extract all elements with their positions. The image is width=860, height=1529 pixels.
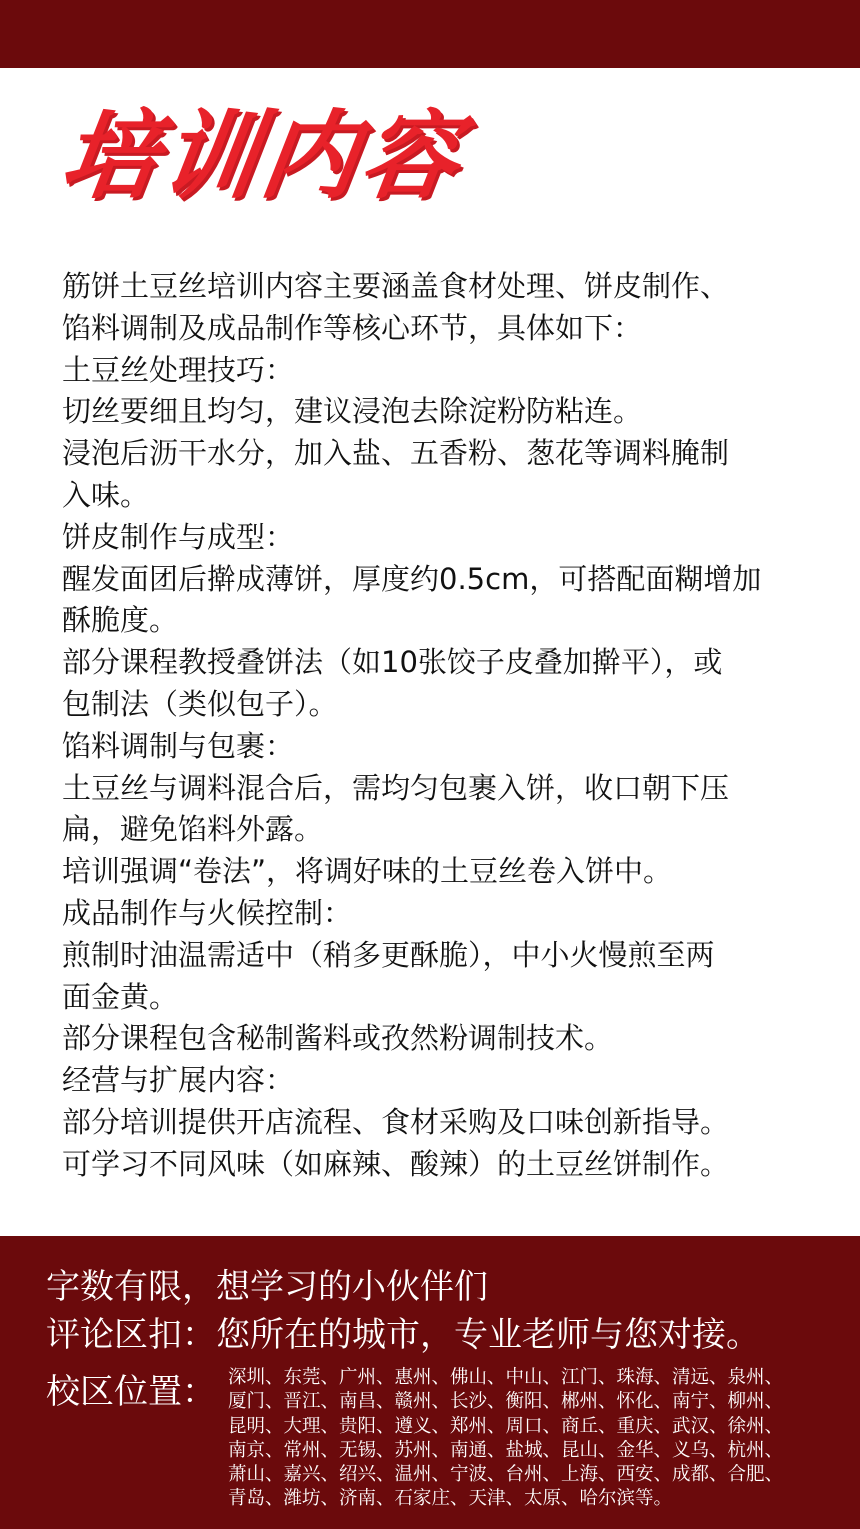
content-line: 可学习不同风味（如麻辣、酸辣）的土豆丝饼制作。 (62, 1146, 730, 1181)
section-heading: 饼皮制作与成型： (62, 519, 295, 554)
content-line: 浸泡后沥干水分，加入盐、五香粉、葱花等调料腌制 (62, 436, 730, 471)
city-line: 南京、常州、无锡、苏州、南通、盐城、昆山、金华、义乌、杭州、 (228, 1439, 784, 1461)
top-banner (0, 0, 860, 68)
content-line: 馅料调制及成品制作等核心环节，具体如下： (62, 310, 643, 345)
city-line: 萧山、嘉兴、绍兴、温州、宁波、台州、上海、西安、成都、合肥、 (228, 1464, 784, 1486)
content-line: 筋饼土豆丝培训内容主要涵盖食材处理、饼皮制作、 (62, 269, 730, 303)
content-line: 培训强调“卷法”，将调好味的土豆丝卷入饼中。 (62, 854, 673, 889)
city-line: 青岛、潍坊、济南、石家庄、天津、太原、哈尔滨等。 (228, 1488, 673, 1510)
city-line: 厦门、晋江、南昌、赣州、长沙、衡阳、郴州、怀化、南宁、柳州、 (228, 1391, 784, 1413)
section-heading: 土豆丝处理技巧： (62, 352, 295, 387)
content-line: 入味。 (62, 477, 150, 512)
city-line: 昆明、大理、贵阳、遵义、郑州、周口、商丘、重庆、武汉、徐州、 (228, 1415, 784, 1437)
campus-label: 校区位置： (46, 1372, 216, 1412)
content-line: 醒发面团后擀成薄饼，厚度约0.5cm，可搭配面糊增加 (62, 561, 762, 596)
content-line: 土豆丝与调料混合后，需均匀包裹入饼，收口朝下压 (62, 770, 730, 805)
content-line: 切丝要细且均匀，建议浸泡去除淀粉防粘连。 (62, 394, 643, 429)
city-line: 深圳、东莞、广州、惠州、佛山、中山、江门、珠海、清远、泉州、 (228, 1367, 784, 1388)
section-heading: 馅料调制与包裹： (62, 728, 295, 763)
content-line: 煎制时油温需适中（稍多更酥脆），中小火慢煎至两 (62, 937, 715, 972)
content-line: 酥脆度。 (62, 603, 179, 638)
footer-banner (0, 1236, 860, 1529)
training-content (62, 266, 822, 1186)
section-heading: 经营与扩展内容： (62, 1063, 295, 1098)
content-line: 部分培训提供开店流程、食材采购及口味创新指导。 (62, 1104, 730, 1139)
promo-line: 字数有限，想学习的小伙伴们 (46, 1267, 488, 1307)
content-line: 包制法（类似包子）。 (62, 686, 338, 721)
page-title: 培训内容 (54, 100, 470, 212)
content-line: 扁，避免馅料外露。 (62, 812, 324, 847)
content-line: 部分课程教授叠饼法（如10张饺子皮叠加擀平），或 (62, 645, 723, 680)
campus-city-list (228, 1366, 828, 1512)
content-line: 面金黄。 (62, 979, 179, 1014)
promo-line: 评论区扣：您所在的城市，专业老师与您对接。 (46, 1315, 760, 1355)
section-heading: 成品制作与火候控制： (62, 895, 353, 930)
content-line: 部分课程包含秘制酱料或孜然粉调制技术。 (62, 1021, 614, 1056)
